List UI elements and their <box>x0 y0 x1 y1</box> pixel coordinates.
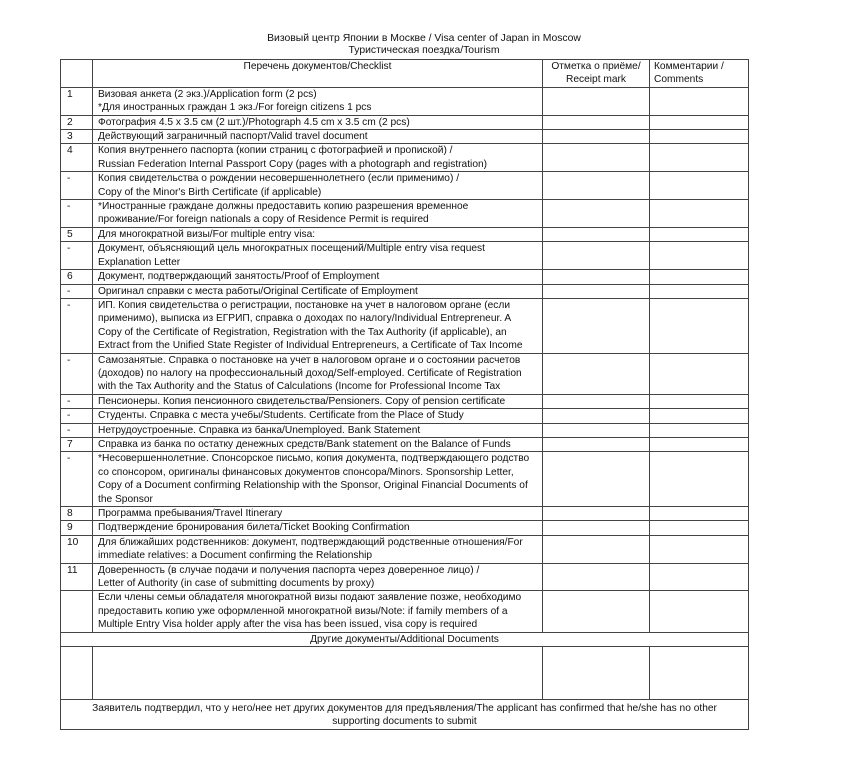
checklist-item-line: Нетрудоустроенные. Справка из банка/Unemployed. Bank Statement <box>98 424 421 436</box>
comments-cell[interactable] <box>650 563 749 591</box>
receipt-mark-header-line: Отметка о приёме/ <box>551 61 641 72</box>
confirmation-row <box>61 700 749 730</box>
comments-header-line: Comments <box>654 74 704 86</box>
receipt-mark-cell[interactable] <box>543 227 650 241</box>
checklist-item <box>93 200 543 228</box>
table-row <box>61 437 749 451</box>
checklist-item <box>93 437 543 451</box>
row-number: - <box>61 423 93 437</box>
row-number: 4 <box>61 144 93 172</box>
checklist-item <box>93 298 543 353</box>
checklist-item-line: Самозанятые. Справка о постановке на учет в налоговом органе и о состоянии расчетов <box>98 354 521 366</box>
comments-cell[interactable] <box>650 394 749 408</box>
row-number <box>61 591 93 632</box>
receipt-mark-cell[interactable] <box>543 452 650 507</box>
comments-cell[interactable] <box>650 242 749 270</box>
comments-cell[interactable] <box>650 409 749 423</box>
checklist-item <box>93 270 543 284</box>
row-number: - <box>61 284 93 298</box>
comments-cell[interactable] <box>650 284 749 298</box>
checklist-item-line: Extract from the Unified State Register of Individual Entrepreneurs, a Certificate of Tax Income <box>98 340 523 352</box>
applicant-confirmation <box>61 700 749 730</box>
additional-documents-header: Другие документы/Additional Documents <box>61 632 749 646</box>
checklist-item-line: Copy of the Minor's Birth Certificate (if applicable) <box>98 186 322 198</box>
checklist-column-header: Перечень документов/Checklist <box>93 60 543 88</box>
checklist-item <box>93 284 543 298</box>
comments-cell[interactable] <box>650 298 749 353</box>
table-row <box>61 394 749 408</box>
checklist-item <box>93 591 543 632</box>
receipt-mark-cell[interactable] <box>543 87 650 115</box>
checklist-item <box>93 130 543 144</box>
checklist-item-line: применимо), выписка из ЕГРИП, справка о доходах по налогу/Individual Entrepreneur. A <box>98 313 512 325</box>
checklist-item-line: Документ, подтверждающий занятость/Proof of Employment <box>98 271 380 283</box>
checklist-item-line: Доверенность (в случае подачи и получения паспорта через доверенное лицо) / <box>98 564 480 576</box>
comments-cell[interactable] <box>650 115 749 129</box>
row-number: 1 <box>61 87 93 115</box>
receipt-mark-cell[interactable] <box>543 144 650 172</box>
additional-documents-header-row <box>61 632 749 646</box>
row-number: - <box>61 394 93 408</box>
checklist-item <box>93 144 543 172</box>
receipt-mark-cell[interactable] <box>543 242 650 270</box>
table-row <box>61 115 749 129</box>
checklist-item-line: Копия внутреннего паспорта (копии страниц с фотографией и пропиской) / <box>98 145 453 157</box>
checklist-item <box>93 507 543 521</box>
row-number: 9 <box>61 521 93 535</box>
receipt-mark-cell[interactable] <box>543 563 650 591</box>
checklist-table <box>60 59 749 730</box>
table-row <box>61 563 749 591</box>
receipt-mark-cell[interactable] <box>543 423 650 437</box>
row-number: 5 <box>61 227 93 241</box>
comments-cell[interactable] <box>650 144 749 172</box>
checklist-item-line: Letter of Authority (in case of submitting documents by proxy) <box>98 578 375 590</box>
receipt-mark-cell[interactable] <box>543 130 650 144</box>
additional-comments-cell[interactable] <box>650 647 749 700</box>
checklist-item-line: Explanation Letter <box>98 256 181 268</box>
checklist-item-line: Визовая анкета (2 экз.)/Application form (2 pcs) <box>98 88 317 100</box>
checklist-item-line: the Sponsor <box>98 493 153 505</box>
checklist-item-line: *Иностранные граждане должны предоставить копию разрешения временное <box>98 201 469 213</box>
checklist-item <box>93 394 543 408</box>
checklist-item <box>93 227 543 241</box>
comments-cell[interactable] <box>650 353 749 394</box>
checklist-item-line: предоставить копию уже оформленной многократной визы/Note: if family members of a <box>98 605 508 617</box>
checklist-item-line: Если члены семьи обладателя многократной визы подают заявление позже, необходимо <box>98 592 522 604</box>
comments-header-line: Комментарии / <box>654 61 724 72</box>
number-column-header <box>61 60 93 88</box>
additional-receipt-mark-cell[interactable] <box>543 647 650 700</box>
comments-cell[interactable] <box>650 535 749 563</box>
checklist-item-line: ИП. Копия свидетельства о регистрации, постановке на учет в налоговом органе (если <box>98 299 511 311</box>
receipt-mark-cell[interactable] <box>543 115 650 129</box>
comments-cell[interactable] <box>650 130 749 144</box>
row-number: - <box>61 298 93 353</box>
receipt-mark-cell[interactable] <box>543 521 650 535</box>
receipt-mark-cell[interactable] <box>543 591 650 632</box>
receipt-mark-cell[interactable] <box>543 284 650 298</box>
checklist-item <box>93 242 543 270</box>
receipt-mark-cell[interactable] <box>543 535 650 563</box>
table-row <box>61 200 749 228</box>
document-subtitle: Туристическая поездка/Tourism <box>348 45 500 56</box>
additional-document-cell[interactable] <box>93 647 543 700</box>
receipt-mark-cell[interactable] <box>543 298 650 353</box>
receipt-mark-cell[interactable] <box>543 437 650 451</box>
checklist-item <box>93 172 543 200</box>
row-number: 8 <box>61 507 93 521</box>
row-number: - <box>61 452 93 507</box>
table-row <box>61 409 749 423</box>
comments-cell[interactable] <box>650 591 749 632</box>
checklist-item-line: Copy of the Certificate of Registration, Registration with the Tax Authority (if applicable), an <box>98 326 507 338</box>
checklist-item-line: проживание/For foreign nationals a copy of Residence Permit is required <box>98 214 429 226</box>
checklist-item-line: Фотография 4.5 х 3.5 см (2 шт.)/Photograph 4.5 cm x 3.5 cm (2 pcs) <box>98 116 410 128</box>
checklist-item-line: Подтверждение бронирования билета/Ticket Booking Confirmation <box>98 522 410 534</box>
checklist-item <box>93 87 543 115</box>
row-number: - <box>61 242 93 270</box>
comments-cell[interactable] <box>650 437 749 451</box>
receipt-mark-cell[interactable] <box>543 409 650 423</box>
table-row <box>61 353 749 394</box>
row-number: 11 <box>61 563 93 591</box>
checklist-item-line: Студенты. Справка с места учебы/Students. Certificate from the Place of Study <box>98 410 464 422</box>
receipt-mark-cell[interactable] <box>543 172 650 200</box>
checklist-item-line: *Для иностранных граждан 1 экз./For foreign citizens 1 pcs <box>98 102 372 114</box>
receipt-mark-cell[interactable] <box>543 394 650 408</box>
table-row <box>61 591 749 632</box>
comments-cell[interactable] <box>650 452 749 507</box>
checklist-item-line: Документ, объясняющий цель многократных посещений/Multiple entry visa request <box>98 243 485 255</box>
checklist-item <box>93 452 543 507</box>
checklist-item-line: Пенсионеры. Копия пенсионного свидетельства/Pensioners. Copy of pension certificate <box>98 395 506 407</box>
row-number: - <box>61 200 93 228</box>
checklist-item-line: with the Tax Authority and the Status of Calculations (Income for Professional Income Tax <box>98 381 501 393</box>
additional-documents-row <box>61 647 749 700</box>
comments-cell[interactable] <box>650 172 749 200</box>
table-row <box>61 452 749 507</box>
document-title: Визовый центр Японии в Москве / Visa center of Japan in Moscow <box>267 33 581 44</box>
additional-number-cell[interactable] <box>61 647 93 700</box>
table-row <box>61 535 749 563</box>
checklist-item-line: immediate relatives: a Document confirming the Relationship <box>98 550 373 562</box>
row-number: - <box>61 353 93 394</box>
checklist-item <box>93 409 543 423</box>
receipt-mark-cell[interactable] <box>543 507 650 521</box>
table-row <box>61 284 749 298</box>
row-number: 2 <box>61 115 93 129</box>
comments-cell[interactable] <box>650 507 749 521</box>
table-row <box>61 130 749 144</box>
row-number: - <box>61 172 93 200</box>
table-header-row <box>61 60 749 88</box>
confirmation-line: Заявитель подтвердил, что у него/нее нет других документов для предъявления/The applicant has confirmed that he/she has no other <box>92 703 717 715</box>
checklist-item <box>93 563 543 591</box>
comments-cell[interactable] <box>650 521 749 535</box>
checklist-item-line: Справка из банка по остатку денежных средств/Bank statement on the Balance of Funds <box>98 438 511 450</box>
receipt-mark-cell[interactable] <box>543 353 650 394</box>
checklist-item-line: Копия свидетельства о рождении несовершеннолетнего (если применимо) / <box>98 173 460 185</box>
row-number: 3 <box>61 130 93 144</box>
checklist-item <box>93 353 543 394</box>
table-row <box>61 87 749 115</box>
checklist-item-line: Для многократной визы/For multiple entry visa: <box>98 228 316 240</box>
table-row <box>61 227 749 241</box>
table-row <box>61 507 749 521</box>
row-number: 6 <box>61 270 93 284</box>
receipt-mark-column-header <box>543 60 650 88</box>
table-row <box>61 172 749 200</box>
receipt-mark-cell[interactable] <box>543 270 650 284</box>
table-row <box>61 298 749 353</box>
comments-cell[interactable] <box>650 200 749 228</box>
receipt-mark-header-line: Receipt mark <box>565 74 626 86</box>
comments-cell[interactable] <box>650 423 749 437</box>
checklist-item-line: Программа пребывания/Travel Itinerary <box>98 508 283 519</box>
table-row <box>61 242 749 270</box>
checklist-item-line: Для ближайших родственников: документ, подтверждающий родственные отношения/For <box>98 536 523 548</box>
checklist-item-line: Действующий заграничный паспорт/Valid travel document <box>98 131 368 143</box>
confirmation-line: supporting documents to submit <box>332 716 477 728</box>
checklist-item-line: *Несовершеннолетние. Спонсорское письмо, копия документа, подтверждающего родство <box>98 453 530 465</box>
checklist-item <box>93 115 543 129</box>
checklist-item-line: Multiple Entry Visa holder apply after the visa has been issued, visa copy is required <box>98 619 478 631</box>
comments-cell[interactable] <box>650 227 749 241</box>
checklist-item-line: со спонсором, оригиналы финансовых документов спонсора/Minors. Sponsorship Letter, <box>98 466 514 478</box>
checklist-item-line: Copy of a Document confirming Relationship with the Sponsor, Original Financial Documents of <box>98 480 528 492</box>
receipt-mark-cell[interactable] <box>543 200 650 228</box>
table-row <box>61 270 749 284</box>
comments-cell[interactable] <box>650 270 749 284</box>
row-number: 10 <box>61 535 93 563</box>
row-number: 7 <box>61 437 93 451</box>
checklist-item-line: Оригинал справки с места работы/Original Certificate of Employment <box>98 285 418 297</box>
comments-column-header <box>650 60 749 88</box>
table-row <box>61 521 749 535</box>
checklist-item <box>93 535 543 563</box>
checklist-item <box>93 423 543 437</box>
table-row <box>61 144 749 172</box>
table-row <box>61 423 749 437</box>
checklist-item <box>93 521 543 535</box>
comments-cell[interactable] <box>650 87 749 115</box>
checklist-item-line: Russian Federation Internal Passport Copy (pages with a photograph and registration) <box>98 158 488 170</box>
row-number: - <box>61 409 93 423</box>
checklist-item-line: (доходов) по налогу на профессиональный доход/Self-employed. Certificate of Registration <box>98 367 522 379</box>
